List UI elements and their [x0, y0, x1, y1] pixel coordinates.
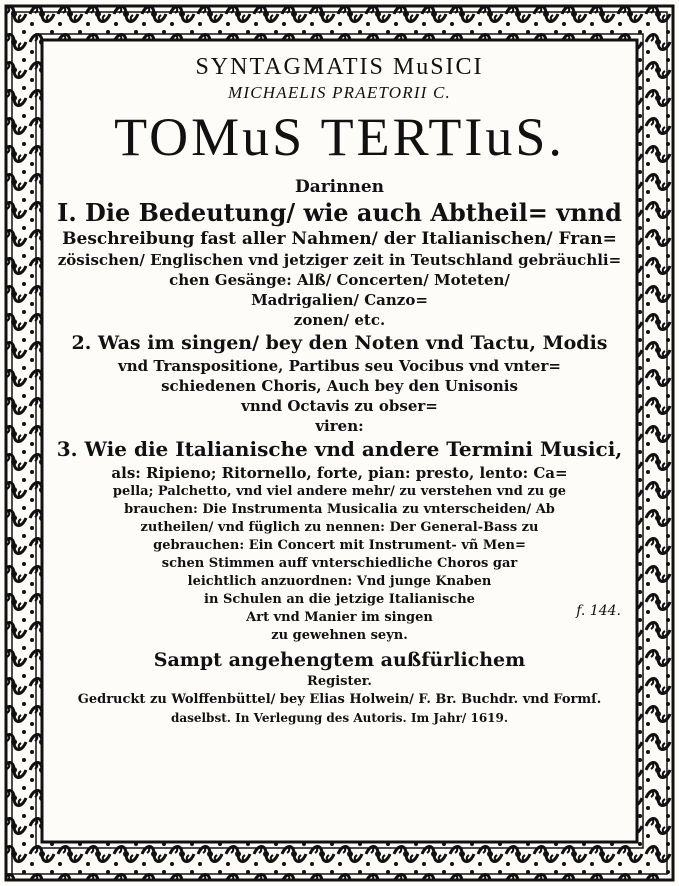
section3-line: zutheilen/ vnd füglich zu nennen: Der General-Bass zu	[140, 520, 539, 535]
imprint-line: Gedruckt zu Wolffenbüttel/ bey Elias Holwein/ F. Br. Buchdr. vnd Formſ.	[77, 692, 602, 707]
section1-line: zonen/ etc.	[293, 311, 386, 329]
section3-line: schen Stimmen auff vnterschiedliche Choros gar	[161, 556, 518, 571]
section2-line: 2. Was im singen/ bey den Noten vnd Tactu, Modis	[71, 332, 608, 354]
section3-line: 3. Wie die Italianische vnd andere Termini Musici,	[56, 437, 623, 461]
section1-line: Madrigalien/ Canzo=	[251, 291, 428, 309]
section3-line: zu gewehnen seyn.	[271, 628, 408, 643]
section3-line: in Schulen an die jetzige Italianische	[204, 592, 475, 607]
section1-line: chen Gesänge: Alß/ Concerten/ Moteten/	[169, 271, 510, 289]
margin-note: f. 144.	[576, 603, 621, 619]
register-line: Register.	[307, 674, 372, 689]
title-text-block	[52, 48, 627, 838]
section3-line: als: Ripieno; Ritornello, forte, pian: presto, lento: Ca=	[111, 464, 568, 482]
main-title: TOMuS TERTIuS.	[114, 107, 565, 167]
section1-line: Beschreibung fast aller Nahmen/ der Italianischen/ Fran=	[62, 229, 617, 249]
intro-word: Darinnen	[294, 177, 385, 197]
imprint-line: daselbst. In Verlegung des Autoris. Im Jahr/ 1619.	[170, 711, 509, 725]
section1-line: zösischen/ Englischen vnd jetziger zeit in Teutschland gebräuchli=	[57, 251, 622, 269]
author-line: MICHAELIS PRAETORII C.	[228, 83, 451, 102]
section2-line: vnd Transpositione, Partibus seu Vocibus vnd vnter=	[118, 357, 561, 375]
section3-line: pella; Palchetto, vnd viel andere mehr/ zu verstehen vnd zu ge	[112, 484, 567, 499]
section1-line: I. Die Bedeutung/ wie auch Abtheil= vnnd	[57, 198, 622, 227]
title-line-1: SYNTAGMATIS MuSICI	[195, 54, 484, 80]
section3-line: brauchen: Die Instrumenta Musicalia zu vnterscheiden/ Ab	[124, 502, 555, 517]
section2-line: vnnd Octavis zu obser=	[241, 397, 438, 415]
section2-line: viren:	[315, 417, 364, 435]
closing-line: Sampt angehengtem außfürlichem	[153, 649, 526, 671]
section3-line: gebrauchen: Ein Concert mit Instrument- vñ Men=	[153, 538, 526, 553]
section2-line: schiedenen Choris, Auch bey den Unisonis	[161, 377, 518, 395]
section3-line: leichtlich anzuordnen: Vnd junge Knaben	[187, 574, 492, 589]
section3-line: Art vnd Manier im singen	[246, 610, 433, 625]
